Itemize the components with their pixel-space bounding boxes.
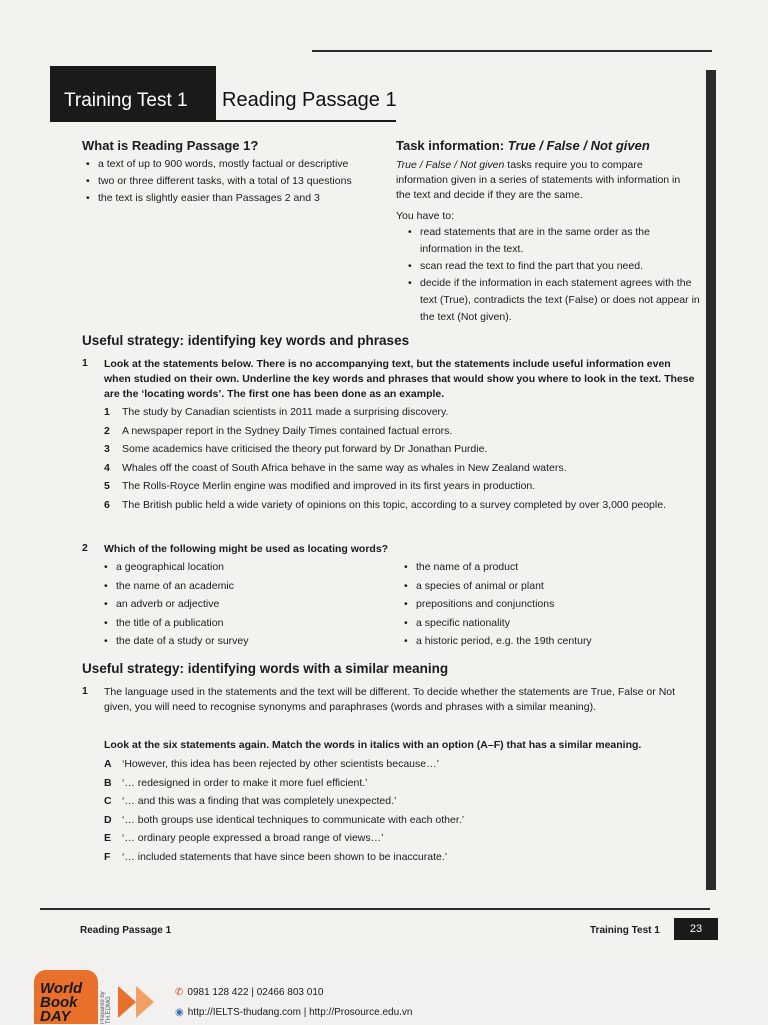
strategy2-heading: Useful strategy: identifying words with a similar meaning [82, 661, 449, 676]
statement-number: 3 [104, 443, 110, 455]
left-box-bullet: • the text is slightly easier than Passages 2 and 3 [82, 190, 392, 207]
statement-text: A newspaper report in the Sydney Daily Times contained factual errors. [122, 424, 453, 437]
option-letter: F [104, 850, 111, 863]
option-text: ‘However, this idea has been rejected by other scientists because…’ [122, 758, 439, 770]
footer-test-name: Training Test 1 [590, 925, 660, 936]
paraphrase-item [104, 775, 700, 791]
option-text: ‘… and this was a finding that was completely unexpected.’ [122, 795, 397, 807]
globe-icon: ◉ [175, 1007, 184, 1018]
task-bullet: • scan read the text to find the part that you need. [404, 258, 700, 275]
ad-phone-line [175, 987, 323, 998]
task-info-intro-italic: True / False / Not given [396, 159, 505, 171]
top-rule [312, 50, 712, 52]
footer-section-name: Reading Passage 1 [80, 925, 172, 936]
option-item: • a historic period, e.g. the 19th century [400, 633, 700, 650]
statement-text: The British public held a wide variety of opinions on this topic, according to a survey completed by over 3,000 people. [122, 498, 666, 511]
footer-rule [40, 908, 710, 910]
options-right [400, 559, 700, 652]
statement-text: Whales off the coast of South Africa behave in the same way as whales in New Zealand waters. [122, 461, 567, 474]
paraphrase-item [104, 756, 700, 772]
left-box-heading: What is Reading Passage 1? [82, 138, 259, 153]
page-number: 23 [674, 918, 718, 940]
task-bullet: • read statements that are in the same order as the information in the text. [404, 224, 700, 258]
task-info-intro-rest: tasks require you to compare information given in a series of statements with information in the text and decide if they are the same. [396, 159, 681, 201]
page-title: Reading Passage 1 [222, 89, 397, 111]
statement-number: 6 [104, 498, 110, 511]
paraphrase-item [104, 830, 700, 846]
task-info-heading [396, 138, 650, 153]
training-test-tab [50, 66, 216, 122]
phone-icon: ✆ [175, 987, 184, 998]
statement-number: 4 [104, 461, 110, 474]
question1-text: Look at the statements below. There is no accompanying text, but the statements include useful information even when studied on their own. Underline the key words and phrases that would show you where to look in the text. These are the ‘locating words’. The first one has been done as an example. [104, 358, 695, 400]
statement-number: 2 [104, 424, 110, 437]
option-item: • a specific nationality [400, 615, 700, 632]
ad-links-line [175, 1007, 413, 1018]
logo-text: World Book DAY [40, 980, 83, 1025]
question-number: 2 [82, 542, 88, 554]
prepared-by-text: Prepared by TH.EDMG [100, 991, 112, 1024]
chevron-right-icon [118, 986, 136, 1018]
strategy1-heading: Useful strategy: identifying key words and phrases [82, 333, 410, 348]
statement-item [104, 423, 700, 439]
task-info-suffix: True / False / Not given [507, 138, 650, 153]
statement-item [104, 404, 700, 420]
option-text: ‘… redesigned in order to make it more fuel efficient.’ [122, 776, 368, 789]
world-book-day-logo [34, 970, 98, 1024]
strategy2-instruction: Look at the six statements again. Match the words in italics with an option (A–F) that has a similar meaning. [104, 739, 642, 751]
option-letter: C [104, 795, 112, 807]
task-info-bullets [404, 224, 700, 326]
title-underline [216, 120, 396, 122]
left-box-bullet: • two or three different tasks, with a total of 13 questions [82, 173, 392, 190]
statement-item [104, 478, 700, 494]
strategy2-text: The language used in the statements and the text will be different. To decide whether the statements are True, False or Not given, you will need to recognise synonyms and paraphrases (words and phrases with a similar meaning). [104, 686, 676, 713]
paraphrase-options [104, 756, 700, 867]
option-text: ‘… both groups use identical techniques to communicate with each other.’ [122, 813, 465, 826]
statement-text: Some academics have criticised the theory put forward by Dr Jonathan Purdie. [122, 443, 488, 455]
you-have-to: You have to: [396, 210, 454, 222]
option-letter: D [104, 813, 112, 826]
chevron-right-icon [136, 986, 154, 1018]
option-letter: E [104, 832, 112, 844]
paraphrase-item [104, 793, 700, 809]
question-number: 1 [82, 685, 88, 697]
ad-phone: 0981 128 422 | 02466 803 010 [187, 987, 324, 998]
statement-item [104, 460, 700, 476]
ad-links[interactable]: http://IELTS-thudang.com | http://Prosource.edu.vn [187, 1007, 413, 1018]
paraphrase-item [104, 812, 700, 828]
option-item: • the date of a study or survey [100, 633, 390, 650]
training-test-label: Training Test 1 [64, 90, 188, 111]
statement-number: 5 [104, 480, 110, 492]
option-letter: B [104, 776, 112, 789]
option-item: • prepositions and conjunctions [400, 596, 700, 613]
option-item: • the name of an academic [100, 578, 390, 595]
option-letter: A [104, 758, 112, 770]
task-info-intro [396, 158, 696, 203]
task-bullet: • decide if the information in each statement agrees with the text (True), contradicts the text (False) or does not appear in the text (Not given). [404, 275, 700, 326]
statement-text: The Rolls-Royce Merlin engine was modified and improved in its first years in production. [122, 480, 536, 492]
option-text: ‘… ordinary people expressed a broad range of views…’ [122, 832, 384, 844]
statement-text: The study by Canadian scientists in 2011 made a surprising discovery. [122, 406, 449, 418]
statements-list [104, 404, 700, 515]
option-item: • a geographical location [100, 559, 390, 576]
option-item: • the name of a product [400, 559, 700, 576]
option-item: • an adverb or adjective [100, 596, 390, 613]
option-item: • a species of animal or plant [400, 578, 700, 595]
left-box-bullet: • a text of up to 900 words, mostly factual or descriptive [82, 156, 392, 173]
task-info-prefix: Task information: [396, 138, 505, 153]
paraphrase-item [104, 849, 700, 865]
statement-item [104, 441, 700, 457]
statement-number: 1 [104, 406, 110, 418]
statement-item [104, 497, 700, 513]
option-item: • the title of a publication [100, 615, 390, 632]
left-box-bullets [82, 156, 392, 207]
page-shadow [706, 70, 716, 890]
question-number: 1 [82, 357, 88, 369]
question2-text: Which of the following might be used as locating words? [104, 543, 389, 555]
options-left [100, 559, 390, 652]
option-text: ‘… included statements that have since been shown to be inaccurate.’ [122, 850, 448, 863]
